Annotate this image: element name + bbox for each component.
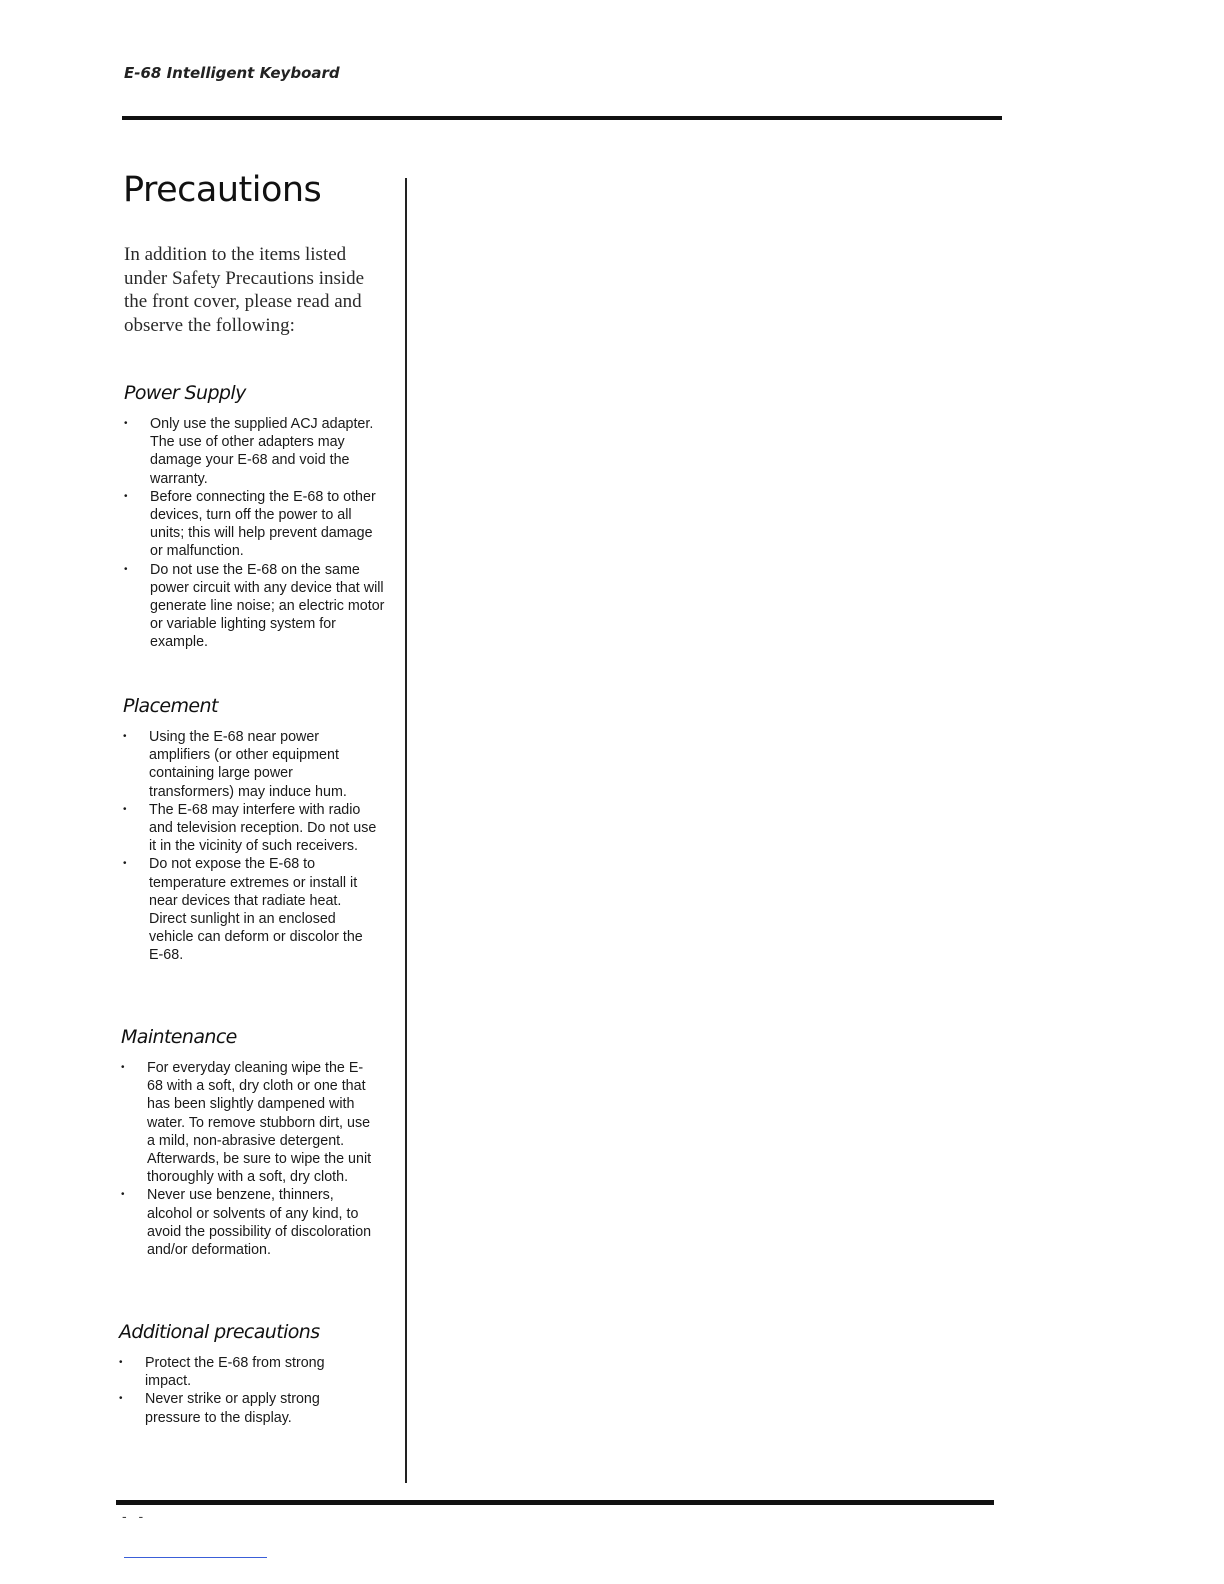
- list-item: • Do not use the E-68 on the same power circuit with any device that will generate line noise; an electric motor or variable lighting system for example.: [124, 561, 386, 652]
- maintenance-list: [121, 1059, 377, 1259]
- list-item: • Using the E-68 near power amplifiers (or other equipment containing large power transformers) may induce hum.: [123, 728, 381, 801]
- page-title: Precautions: [123, 170, 322, 210]
- section-heading-placement: Placement: [123, 695, 218, 717]
- power-supply-list: [124, 415, 386, 652]
- column-divider: [405, 178, 407, 1483]
- list-item: • For everyday cleaning wipe the E-68 with a soft, dry cloth or one that has been slightly dampened with water. To remove stubborn dirt, use a mild, non-abrasive detergent. Afterwards, be sure to wipe the unit thoroughly with a soft, dry cloth.: [121, 1059, 377, 1186]
- running-header: E-68 Intelligent Keyboard: [124, 64, 340, 82]
- list-item: • Never strike or apply strong pressure to the display.: [119, 1390, 347, 1426]
- list-item: • The E-68 may interfere with radio and television reception. Do not use it in the vicinity of such receivers.: [123, 801, 381, 856]
- footer-rule: [116, 1500, 994, 1505]
- list-item: • Before connecting the E-68 to other devices, turn off the power to all units; this will help prevent damage or malfunction.: [124, 488, 386, 561]
- additional-precautions-list: [119, 1354, 347, 1427]
- section-heading-maintenance: Maintenance: [121, 1026, 237, 1048]
- footer-page-marks: - -: [122, 1508, 148, 1524]
- list-item: • Never use benzene, thinners, alcohol or solvents of any kind, to avoid the possibility of discoloration and/or deformation.: [121, 1186, 377, 1259]
- section-heading-power-supply: Power Supply: [124, 382, 246, 404]
- header-rule: [122, 116, 1002, 120]
- intro-paragraph: In addition to the items listed under Safety Precautions inside the front cover, please read and observe the following:: [124, 244, 365, 336]
- list-item: • Protect the E-68 from strong impact.: [119, 1354, 347, 1390]
- list-item: • Do not expose the E-68 to temperature extremes or install it near devices that radiate heat. Direct sunlight in an enclosed vehicle can deform or discolor the E-68.: [123, 855, 381, 964]
- placement-list: [123, 728, 381, 965]
- list-item: • Only use the supplied ACJ adapter. The use of other adapters may damage your E-68 and void the warranty.: [124, 415, 386, 488]
- section-heading-additional-precautions: Additional precautions: [119, 1321, 320, 1343]
- footer-link-underline: [124, 1557, 267, 1558]
